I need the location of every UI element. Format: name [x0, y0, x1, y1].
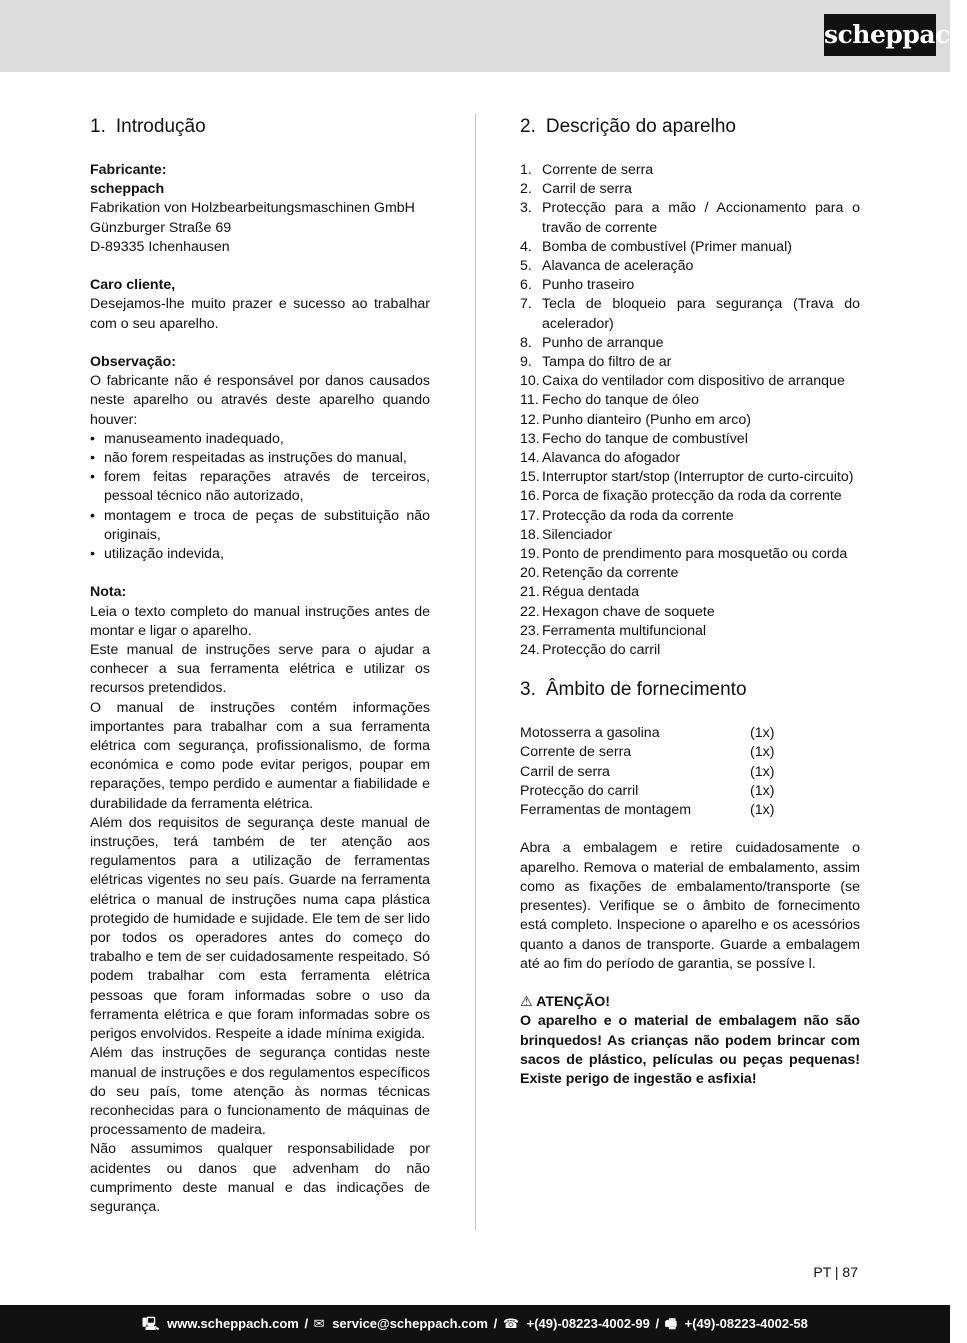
list-item — [520, 199, 860, 237]
part-number: 14. — [520, 450, 540, 467]
list-item — [520, 257, 860, 276]
scope-item-qty: (1x) — [750, 782, 775, 799]
part-number: 24. — [520, 642, 540, 659]
list-item — [520, 372, 860, 391]
table-row — [520, 763, 774, 782]
scope-text: Abra a embalagem e retire cuidadosamente o aparelho. Remova o material de embalamento, assim como as fixações de embalamento/transporte (se presentes). Verifique se o âmbito de fornecimento está completo. Inspecione o aparelho e os acessórios quanto a danos de transporte. Guarde a embalagem até ao fim do período de garantia, se possíve l. — [520, 840, 860, 972]
part-number: 11. — [520, 392, 539, 409]
note-paragraph: Além das instruções de segurança contidas neste manual de instruções e dos regulamentos específicos do seu país, tome atenção às normas técnicas reconhecidas para o funcionamento de máquinas de processamento de madeira. — [90, 1045, 430, 1139]
part-name: Corrente de serra — [542, 162, 654, 178]
list-item — [520, 353, 860, 372]
observation-list — [90, 430, 430, 564]
part-name: Caixa do ventilador com dispositivo de arranque — [542, 373, 845, 390]
footer-phone: +(49)-08223-4002-99 — [526, 1316, 650, 1331]
list-item — [520, 564, 860, 583]
part-number: 5. — [520, 258, 532, 275]
scope-item-qty: (1x) — [750, 802, 775, 819]
observation-text: O fabricante não é responsável por danos causados neste aparelho ou através deste aparelho quando houver: — [90, 373, 430, 428]
dear-customer-label: Caro cliente, — [90, 277, 176, 294]
part-name: Protecção da roda da corrente — [542, 507, 734, 524]
section-3-heading — [520, 676, 860, 704]
dear-customer-text: Desejamos-lhe muito prazer e sucesso ao trabalhar com o seu aparelho. — [90, 296, 430, 332]
table-row — [520, 743, 774, 762]
part-number: 22. — [520, 603, 540, 620]
part-number: 9. — [520, 354, 532, 371]
part-name: Fecho do tanque de óleo — [542, 392, 699, 409]
scope-item-qty: (1x) — [750, 725, 775, 742]
address-line: D-89335 Ichenhausen — [90, 238, 230, 255]
part-name: Alavanca de aceleração — [542, 258, 694, 275]
scope-item-name: Carril de serra — [520, 763, 610, 780]
scope-table — [520, 724, 774, 820]
right-column — [520, 113, 860, 1089]
fax-icon: 🖷 — [664, 1316, 677, 1331]
part-number: 19. — [520, 546, 540, 563]
table-row — [520, 724, 774, 743]
monitor-icon: 🖳 — [142, 1316, 160, 1331]
part-number: 10. — [520, 373, 540, 390]
phone-icon: ☎ — [502, 1316, 520, 1331]
parts-list — [520, 161, 860, 660]
list-item — [520, 449, 860, 468]
part-number: 1. — [520, 162, 532, 178]
part-number: 13. — [520, 430, 540, 447]
part-name: Tecla de bloqueio para segurança (Trava do acelerador) — [542, 296, 860, 332]
scope-item-name: Motosserra a gasolina — [520, 725, 660, 742]
page-language: PT — [813, 1264, 831, 1280]
note-paragraph: Não assumimos qualquer responsabilidade por acidentes ou danos que advenham do não cumprimento deste manual e das indicações de segurança. — [90, 1141, 430, 1215]
part-number: 3. — [520, 200, 532, 217]
list-item — [520, 487, 860, 506]
scheppach-logo: scheppach — [824, 14, 936, 56]
part-name: Silenciador — [542, 526, 613, 543]
warning-heading — [520, 993, 860, 1012]
part-name: Punho traseiro — [542, 277, 635, 294]
part-name: Protecção para a mão / Accionamento para o travão de corrente — [542, 200, 860, 236]
part-name: Alavanca do afogador — [542, 450, 681, 467]
note-paragraph: O manual de instruções contém informações importantes para trabalhar com a sua ferramenta elétrica com segurança, profissionalismo, de forma económica e como pode evitar perigos, poupar em reparações, tempo perdido e aumentar a fiabilidade e durabilidade da ferramenta elétrica. — [90, 699, 430, 812]
scope-item-name: Protecção do carril — [520, 782, 639, 799]
table-row — [520, 801, 774, 820]
warning-title: ATENÇÃO! — [536, 994, 610, 1011]
part-name: Carril de serra — [542, 181, 632, 198]
note-paragraph: Leia o texto completo do manual instruções antes de montar e ligar o aparelho. — [90, 603, 430, 639]
list-item — [520, 276, 860, 295]
part-name: Fecho do tanque de combustível — [542, 430, 748, 447]
note-label: Nota: — [90, 584, 127, 601]
part-number: 8. — [520, 334, 532, 351]
address-line: Fabrikation von Holzbearbeitungsmaschinen GmbH — [90, 200, 415, 217]
envelope-icon: ✉ — [313, 1316, 325, 1331]
section-1-title: Introdução — [115, 116, 206, 137]
observation-label: Observação: — [90, 354, 176, 370]
manufacturer-name: scheppach — [90, 181, 165, 198]
part-name: Ferramenta multifuncional — [542, 622, 707, 639]
scope-item-name: Ferramentas de montagem — [520, 802, 692, 819]
part-name: Régua dentada — [542, 584, 640, 601]
part-name: Hexagon chave de soquete — [542, 603, 715, 620]
column-divider — [475, 113, 476, 1230]
list-item: • montagem e troca de peças de substituição não originais, — [90, 507, 430, 545]
part-name: Punho dianteiro (Punho em arco) — [542, 411, 751, 428]
scope-item-qty: (1x) — [750, 744, 775, 761]
part-name: Porca de fixação protecção da roda da corrente — [542, 488, 842, 505]
left-column — [90, 113, 430, 1217]
part-number: 15. — [520, 469, 540, 486]
warning-text: O aparelho e o material de embalagem não são brinquedos! As crianças não podem brincar com sacos de plástico, películas ou peças pequenas! Existe perigo de ingestão e asfixia! — [520, 1013, 860, 1087]
scope-item-name: Corrente de serra — [520, 744, 632, 761]
part-number: 4. — [520, 238, 532, 255]
list-item — [520, 468, 860, 487]
section-3-title: Âmbito de fornecimento — [545, 679, 747, 701]
address-line: Günzburger Straße 69 — [90, 219, 232, 236]
part-number: 6. — [520, 277, 532, 294]
part-name: Tampa do filtro de ar — [542, 354, 672, 371]
list-item — [520, 334, 860, 353]
warning-triangle-icon: ⚠ — [520, 994, 533, 1011]
part-name: Bomba de combustível (Primer manual) — [542, 238, 792, 255]
section-1-heading — [90, 113, 430, 141]
footer-website[interactable]: www.scheppach.com — [167, 1316, 299, 1331]
part-number: 17. — [520, 507, 540, 524]
note-paragraph: Além dos requisitos de segurança deste manual de instruções, terá também de ter atenção aos regulamentos para a utilização de ferramentas elétricas vigentes no seu país. Guarde na ferramenta elétrica o manual de instruções numa capa plástica protegido de humidade e sujidade. Ele tem de ser lido por todos os operadores antes do começo do trabalho e tem de ser cuidadosamente respeitado. Só podem trabalhar com esta ferramenta elétrica pessoas que foram informadas sobre o uso da ferramenta elétrica e que foram informadas sobre os perigos envolvidos. Respeite a idade mínima exigida. — [90, 814, 430, 1043]
list-item — [520, 238, 860, 257]
part-number: 18. — [520, 526, 540, 543]
section-2-title: Descrição do aparelho — [545, 116, 736, 137]
section-2-heading — [520, 113, 860, 141]
list-item — [520, 295, 860, 333]
part-name: Interruptor start/stop (Interruptor de curto-circuito) — [542, 469, 854, 486]
footer-fax: +(49)-08223-4002-58 — [684, 1316, 808, 1331]
manufacturer-label: Fabricante: — [90, 162, 167, 178]
list-item — [520, 641, 860, 660]
part-name: Ponto de prendimento para mosquetão ou corda — [542, 546, 848, 563]
list-item — [520, 622, 860, 641]
section-2-number: 2. — [520, 116, 536, 137]
part-name: Protecção do carril — [542, 642, 661, 659]
part-number: 16. — [520, 488, 540, 505]
list-item — [520, 430, 860, 449]
part-number: 7. — [520, 296, 532, 313]
list-item: • manuseamento inadequado, — [90, 430, 430, 449]
part-number: 20. — [520, 565, 540, 582]
part-name: Retenção da corrente — [542, 565, 679, 582]
list-item — [520, 180, 860, 199]
page-number: PT | 87 — [813, 1264, 858, 1280]
list-item — [520, 545, 860, 564]
list-item: • não forem respeitadas as instruções do manual, — [90, 449, 430, 468]
list-item — [520, 161, 860, 180]
footer-bar: 🖳 www.scheppach.com / ✉ service@scheppach.com / ☎ +(49)-08223-4002-99 / 🖷 +(49)-08223-4002-58 — [0, 1305, 950, 1343]
list-item — [520, 583, 860, 602]
list-item — [520, 507, 860, 526]
list-item — [520, 603, 860, 622]
part-number: 23. — [520, 622, 540, 639]
section-1-number: 1. — [90, 116, 106, 137]
footer-email[interactable]: service@scheppach.com — [332, 1316, 488, 1331]
list-item: • forem feitas reparações através de terceiros, pessoal técnico não autorizado, — [90, 468, 430, 506]
list-item — [520, 411, 860, 430]
table-row — [520, 782, 774, 801]
page-number-value: 87 — [842, 1264, 858, 1280]
part-name: Punho de arranque — [542, 334, 664, 351]
section-3-number: 3. — [520, 679, 536, 701]
part-number: 2. — [520, 181, 532, 198]
list-item: • utilização indevida, — [90, 545, 430, 564]
list-item — [520, 526, 860, 545]
part-number: 21. — [520, 584, 540, 601]
list-item — [520, 391, 860, 410]
part-number: 12. — [520, 411, 540, 428]
note-paragraph: Este manual de instruções serve para o ajudar a conhecer a sua ferramenta elétrica e utilizar os recursos pretendidos. — [90, 642, 430, 697]
scope-item-qty: (1x) — [750, 763, 775, 780]
top-bar — [0, 0, 967, 72]
